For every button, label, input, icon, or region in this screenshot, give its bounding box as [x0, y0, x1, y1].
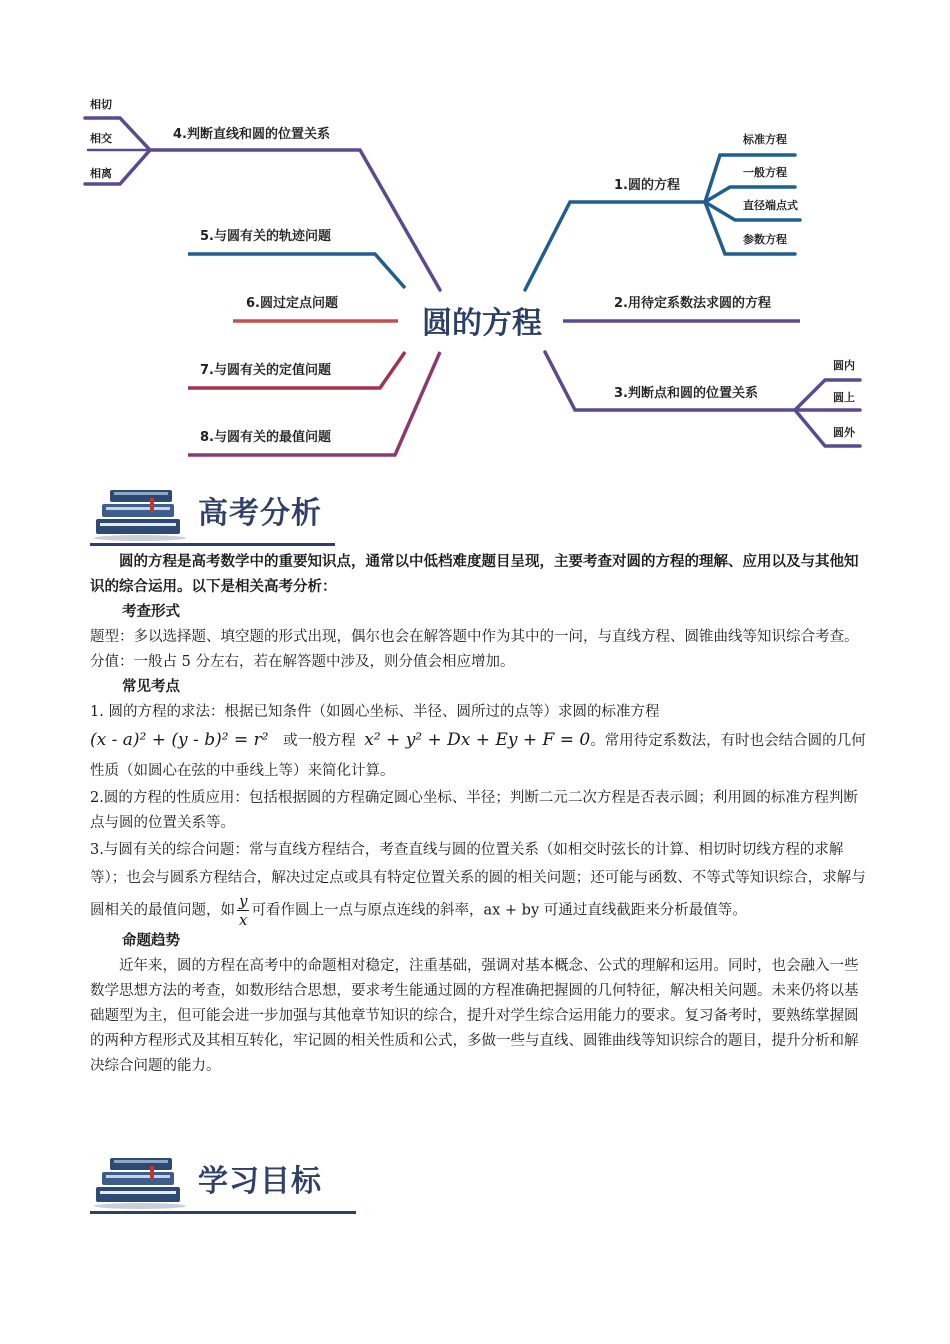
branch-1-label: 1.圆的方程: [614, 178, 680, 193]
fraction-denominator: x: [239, 911, 248, 929]
sub-outside: 圆外: [833, 426, 855, 439]
books-icon: [92, 1152, 192, 1210]
heading-exam-form: 考查形式: [122, 604, 180, 620]
analysis-content: [90, 550, 870, 1079]
sub-intersect: 相交: [90, 132, 112, 145]
section-rule: [90, 1211, 356, 1214]
form-score: 分值：一般占 5 分左右，若在解答题中涉及，则分值会相应增加。: [90, 654, 515, 670]
analysis-intro: 圆的方程是高考数学中的重要知识点，通常以中低档难度题目呈现，主要考查对圆的方程的理解、应用以及与其他知识的综合运用。以下是相关高考分析：: [90, 554, 859, 595]
form-type: 题型：多以选择题、填空题的形式出现，偶尔也会在解答题中作为其中的一问，与直线方程、圆锥曲线等知识综合考查。: [90, 629, 859, 645]
sub-diameter-form: 直径端点式: [743, 199, 798, 212]
or-general-text: 或一般方程: [283, 733, 356, 749]
heading-common-points: 常见考点: [122, 679, 180, 695]
branch-7-label: 7.与圆有关的定值问题: [200, 363, 331, 378]
fraction-numerator: y: [239, 892, 248, 910]
point-3-tail: 可看作圆上一点与原点连线的斜率，ax + by 可通过直线截距来分析最值等。: [251, 902, 747, 919]
sub-separate: 相离: [90, 167, 112, 180]
sub-general-eq: 一般方程: [743, 166, 787, 179]
section-header-analysis: [90, 482, 335, 546]
general-equation: x² + y² + Dx + Ey + F = 0: [364, 730, 591, 750]
branch-4: [85, 118, 440, 290]
mind-map: [0, 0, 950, 480]
section-header-goals: [90, 1150, 356, 1214]
branch-3-label: 3.判断点和圆的位置关系: [614, 386, 758, 401]
branch-2-label: 2.用待定系数法求圆的方程: [614, 296, 771, 311]
branch-5-label: 5.与圆有关的轨迹问题: [200, 229, 331, 244]
heading-trend: 命题趋势: [122, 933, 180, 949]
mindmap-center-title: 圆的方程: [422, 306, 542, 341]
trend-paragraph: 近年来，圆的方程在高考中的命题相对稳定，注重基础，强调对基本概念、公式的理解和运用。同时，也会融入一些数学思想方法的考查，如数形结合思想，要求考生能通过圆的方程准确把握圆的几何特征，解决相关问题。未来仍将以基础题型为主，但可能会进一步加强与其他章节知识的综合，提升对学生综合运用能力的要求。复习备考时，要熟练掌握圆的两种方程形式及其相互转化，牢记圆的相关性质和公式，多做一些与直线、圆锥曲线等知识综合的题目，提升分析和解决综合问题的能力。: [90, 958, 859, 1074]
branch-5-line: [188, 254, 405, 288]
sub-tangent: 相切: [90, 98, 112, 111]
section-title-goals: 学习目标: [198, 1164, 322, 1199]
standard-equation: (x - a)² + (y - b)² = r²: [90, 730, 269, 750]
point-1-equations: [90, 725, 870, 786]
sub-on: 圆上: [833, 391, 855, 404]
fraction-y-over-x: [237, 892, 249, 929]
point-1-intro: 1. 圆的方程的求法：根据已知条件（如圆心坐标、半径、圆所过的点等）求圆的标准方程: [90, 704, 660, 720]
point-1-tail: 。常用待定系数法，有时也会结合圆的几何性质（如圆心在弦的中垂线上等）来简化计算。: [90, 733, 866, 779]
books-icon: [92, 484, 192, 542]
branch-6-label: 6.圆过定点问题: [246, 296, 338, 311]
branch-8-label: 8.与圆有关的最值问题: [200, 430, 331, 445]
point-3: [90, 836, 870, 929]
branch-4-label: 4.判断直线和圆的位置关系: [173, 127, 330, 142]
sub-parametric-eq: 参数方程: [743, 233, 787, 246]
sub-inside: 圆内: [833, 359, 855, 372]
section-rule: [90, 543, 335, 546]
sub-standard-eq: 标准方程: [743, 133, 787, 146]
section-title-analysis: 高考分析: [198, 496, 322, 531]
point-3-text: 3.与圆有关的综合问题：常与直线方程结合，考查直线与圆的位置关系（如相交时弦长的计算、相切时切线方程的求解等）；也会与圆系方程结合，解决过定点或具有特定位置关系的圆的相关问题；还可能与函数、不等式等知识综合，求解与圆相关的最值问题，如: [90, 842, 866, 919]
point-2: 2.圆的方程的性质应用：包括根据圆的方程确定圆心坐标、半径；判断二元二次方程是否表示圆；利用圆的标准方程判断点与圆的位置关系等。: [90, 790, 858, 831]
